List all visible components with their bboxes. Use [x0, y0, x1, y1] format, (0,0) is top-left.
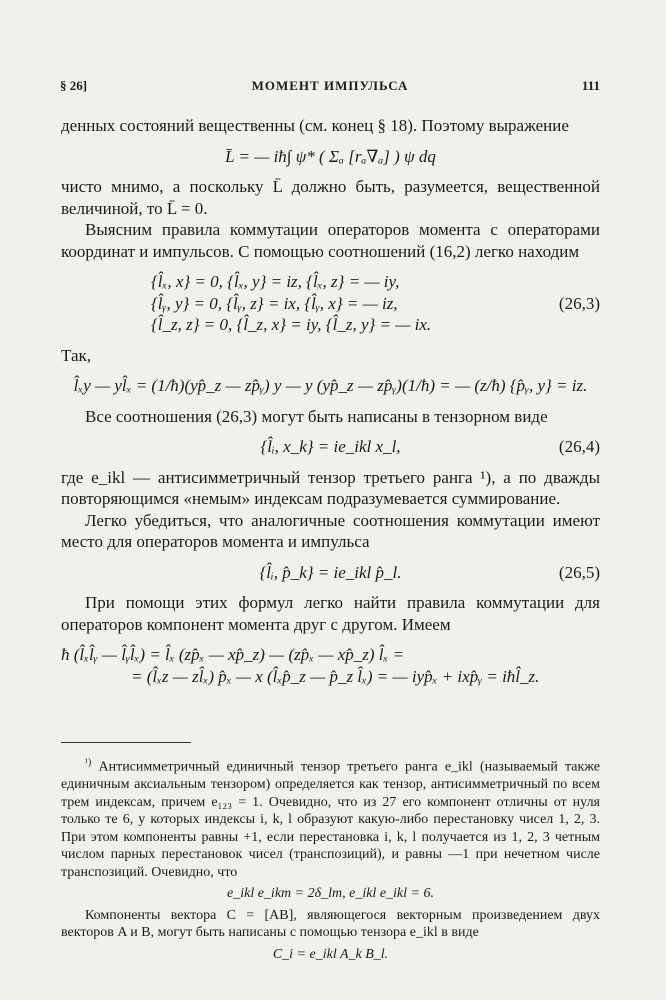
equation-number: (26,3): [558, 294, 600, 313]
equation-26-4: {l̂ᵢ, x_k} = ie_ikl x_l, (26,4): [260, 437, 600, 456]
paragraph: Легко убедиться, что аналогичные соотношения коммутации имеют место для операторов момента и импульса: [61, 510, 600, 551]
running-title: МОМЕНТ ИМПУЛЬСА: [251, 78, 409, 93]
equation-number: (26,5): [558, 562, 600, 582]
paragraph: Так,: [61, 345, 92, 365]
paragraph: чисто мнимо, а поскольку L̄ должно быть, разумеется, вещественной величиной, то L̄ = 0.: [61, 177, 600, 218]
equation-l-average: L̄ = — iħ∫ ψ* ( Σₐ [rₐ∇ₐ] ) ψ dq: [225, 146, 436, 166]
equation-momentum-commutator: [61, 644, 600, 687]
paragraph: где e_ikl — антисимметричный тензор третьего ранга ¹), а по дважды повторяющимся «немым» индексам подразумевается суммирование.: [61, 467, 600, 508]
equation-26-5: {l̂ᵢ, p̂_k} = ie_ikl p̂_l. (26,5): [259, 562, 600, 582]
footnote-marker: ¹): [85, 757, 92, 768]
page-number: 111: [581, 78, 600, 93]
running-header: [60, 78, 600, 98]
footnote: [61, 754, 600, 967]
equation-line: {l̂ₓ, x} = 0, {l̂ₓ, y} = iz, {l̂ₓ, z} = — iy,: [151, 272, 400, 291]
equation-line: = (l̂ₓz — zl̂ₓ) p̂ₓ — x (l̂ₓp̂_z — p̂_z l̂ₓ) = — iyp̂ₓ + ixp̂ᵧ = iħl̂_z.: [131, 666, 540, 686]
equation-line: {l̂_z, z} = 0, {l̂_z, x} = iy, {l̂_z, y} = — ix.: [151, 315, 432, 334]
equation-number: (26,4): [558, 437, 600, 456]
main-text: [61, 115, 600, 696]
paragraph: При помощи этих формул легко найти правила коммутации для операторов компонент момента друг с другом. Имеем: [61, 593, 600, 634]
footnote-equation: C_i = e_ikl A_k B_l.: [272, 946, 389, 962]
footnote-separator: [61, 742, 191, 743]
footnote-text: Компоненты вектора C = [AB], являющегося векторным произведением двух векторов A и B, могут быть написаны с помощью тензора e_ikl в виде: [61, 907, 600, 941]
footnote-equation: e_ikl e_ikm = 2δ_lm, e_ikl e_ikl = 6.: [227, 886, 434, 902]
paragraph: Выясним правила коммутации операторов момента с операторами координат и импульсов. С помощью соотношений (16,2) легко находим: [61, 220, 600, 261]
equation-line: ħ (l̂ₓl̂ᵧ — l̂ᵧl̂ₓ) = l̂ₓ (zp̂ₓ — xp̂_z) — (zp̂ₓ — xp̂_z) l̂ₓ =: [61, 645, 405, 664]
equation-commutator-example: l̂ₓy — yl̂ₓ = (1/ħ)(yp̂_z — zp̂ᵧ) y — y (yp̂_z — zp̂ᵧ)(1/ħ) = — (z/ħ) {p̂ᵧ, y} = iz.: [73, 376, 588, 395]
footnote-text: Антисимметричный единичный тензор третьего ранга e_ikl (называемый также единичным аксиальным тензором) определяется как тензор, антисимметричный по всем трем индексам, причем e₁₂₃ = 1. Очевидно, что из 27 его компонент отличны от нуля только те 6, у которых индексы i, k, l образуют какую-либо перестановку чисел 1, 2, 3. При этом компоненты равны +1, если перестановка i, k, l получается из 1, 2, 3 четным числом парных перестановок чисел (транспозиций), и равны —1 при нечетном числе транспозиций. Очевидно, что: [61, 759, 601, 880]
section-number: § 26]: [60, 78, 88, 93]
equation-26-3: [61, 271, 600, 336]
paragraph: денных состояний вещественны (см. конец § 18). Поэтому выражение: [61, 116, 569, 135]
equation-line: {l̂ᵧ, y} = 0, {l̂ᵧ, z} = ix, {l̂ᵧ, x} = — iz,: [151, 293, 398, 313]
paragraph: Все соотношения (26,3) могут быть написаны в тензорном виде: [85, 406, 548, 426]
